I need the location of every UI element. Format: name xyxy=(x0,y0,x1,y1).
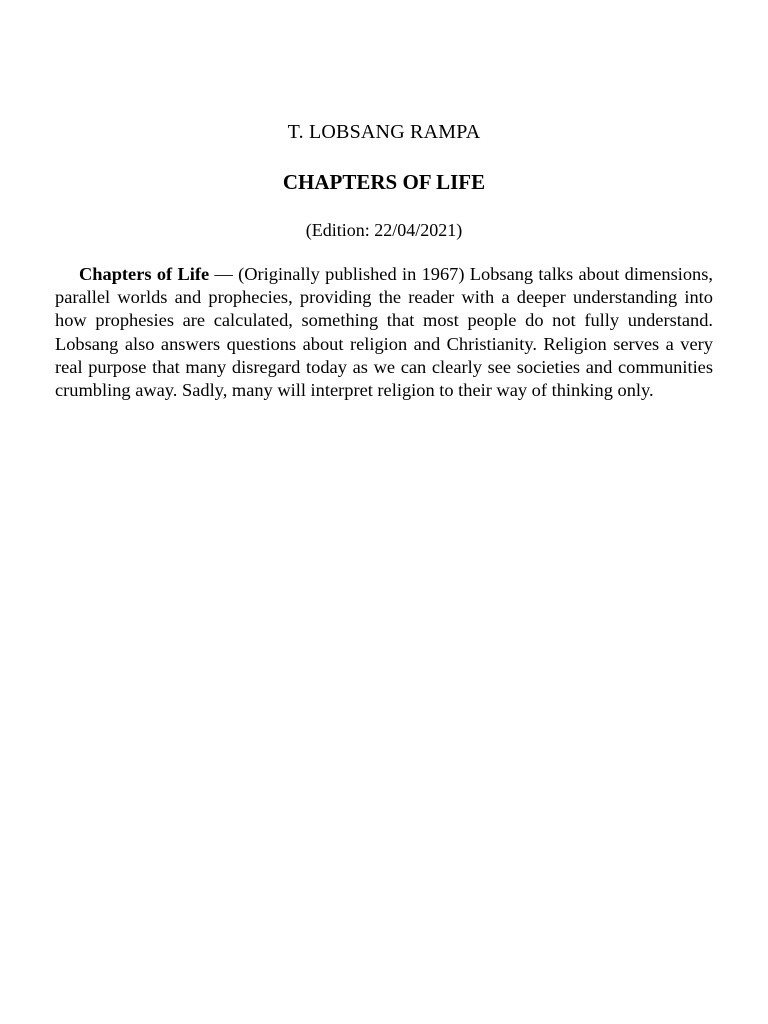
description-paragraph xyxy=(55,263,713,402)
description-lead-title: Chapters of Life xyxy=(79,264,210,284)
description-text: — (Originally published in 1967) Lobsang talks about dimensions, parallel worlds and prophecies, providing the reader with a deeper understanding into how prophesies are calculated, something that most people do not fully understand. Lobsang also answers questions about religion and Christianity. Religion serves a very real purpose that many disregard today as we can clearly see societies and communities crumbling away. Sadly, many will interpret religion to their way of thinking only. xyxy=(55,264,713,401)
author-name: T. LOBSANG RAMPA xyxy=(287,121,481,143)
book-title: CHAPTERS OF LIFE xyxy=(282,170,486,194)
edition-date: (Edition: 22/04/2021) xyxy=(305,220,463,240)
